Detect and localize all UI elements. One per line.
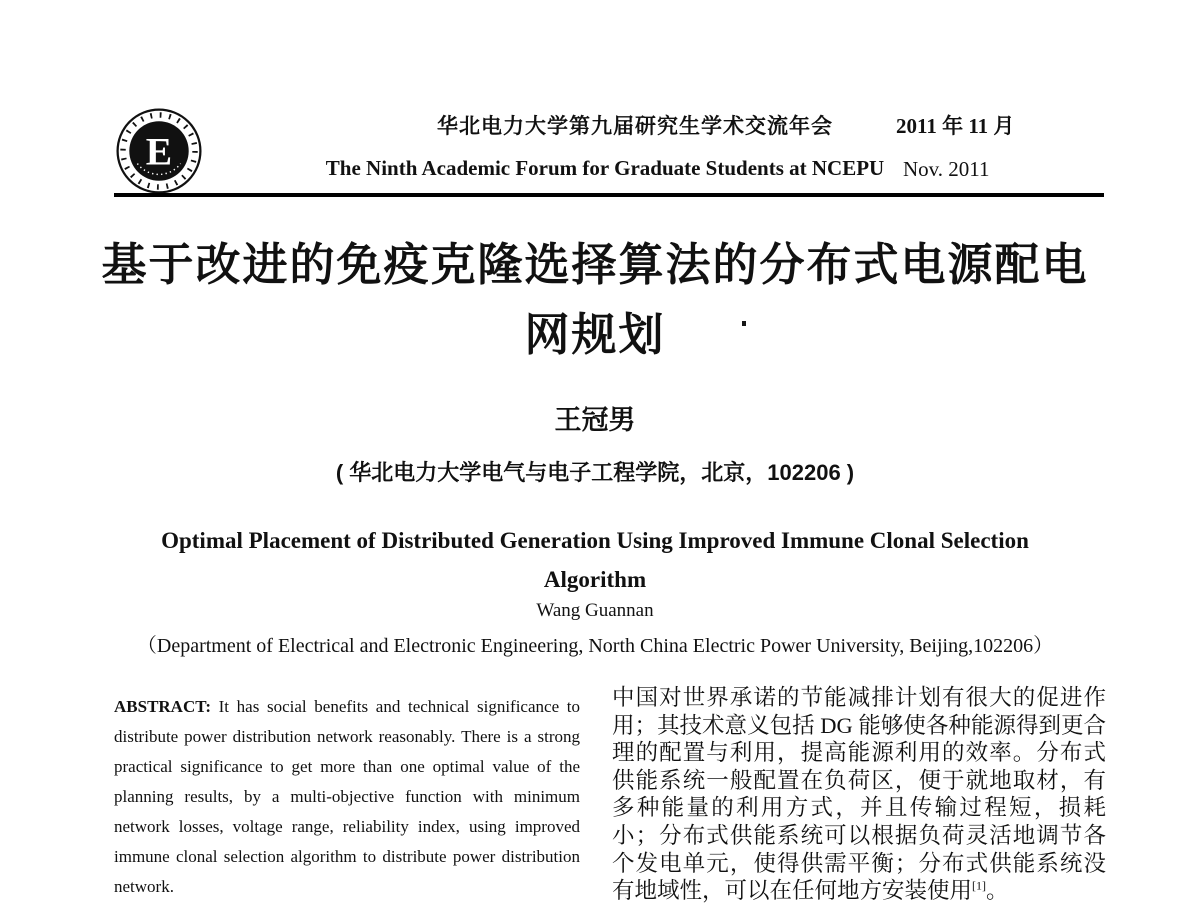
intro-text-cn-end: 。 (986, 878, 1009, 904)
intro-text-cn: 中国对世界承诺的节能减排计划有很大的促进作用；其技术意义包括 DG 能够使各种能源得到更合理的配置与利用，提高能源利用的效率。分布式供能系统一般配置在负荷区，便于就地取材，有多种能量的利用方式，并且传输过程短，损耗小；分布式供能系统可以根据负荷灵活地调节各个发电单元，使得供需平衡；分布式供能系统没有地域性，可以在任何地方安装使用 (612, 685, 1106, 904)
reference-marker: [1] (972, 878, 987, 893)
header-forum-title-cn: 华北电力大学第九届研究生学术交流年会 (437, 115, 833, 138)
affiliation-en: （Department of Electrical and Electronic Engineering, North China Electric Power University, Beijing,102206） (136, 635, 1054, 657)
affiliation-cn: ( 华北电力大学电气与电子工程学院，北京，102206 ) (335, 460, 855, 485)
header-forum-title-en: The Ninth Academic Forum for Graduate Students at NCEPU (325, 156, 885, 180)
abstract-text: It has social benefits and technical significance to distribute power distribution network reasonably. There is a strong practical significance to get more than one optimal value of the planning results, by a multi-objective function with minimum network losses, voltage range, reliability index, using improved immune clonal selection algorithm to distribute power distribution network. (114, 697, 580, 896)
header-date-cn: 2011 年 11 月 (896, 114, 1015, 138)
paper-title-en-line1: Optimal Placement of Distributed Generation Using Improved Immune Clonal Selection (161, 528, 1029, 553)
paper-title-cn-line2: 网规划 (524, 309, 666, 360)
scan-artifact-dot (742, 321, 746, 326)
header-divider-rule (114, 193, 1104, 197)
abstract-column (114, 692, 580, 902)
paper-title-en-line2: Algorithm (543, 567, 647, 592)
abstract-label: ABSTRACT: (114, 697, 211, 716)
header-date-en: Nov. 2011 (903, 157, 990, 181)
author-name-cn: 王冠男 (554, 405, 636, 435)
logo-letter: E (145, 129, 173, 174)
introduction-column-cn (612, 684, 1106, 905)
paper-title-cn-line1: 基于改进的免疫克隆选择算法的分布式电源配电 (101, 239, 1089, 290)
author-name-en: Wang Guannan (536, 600, 654, 621)
ncepu-logo-icon (114, 106, 204, 196)
